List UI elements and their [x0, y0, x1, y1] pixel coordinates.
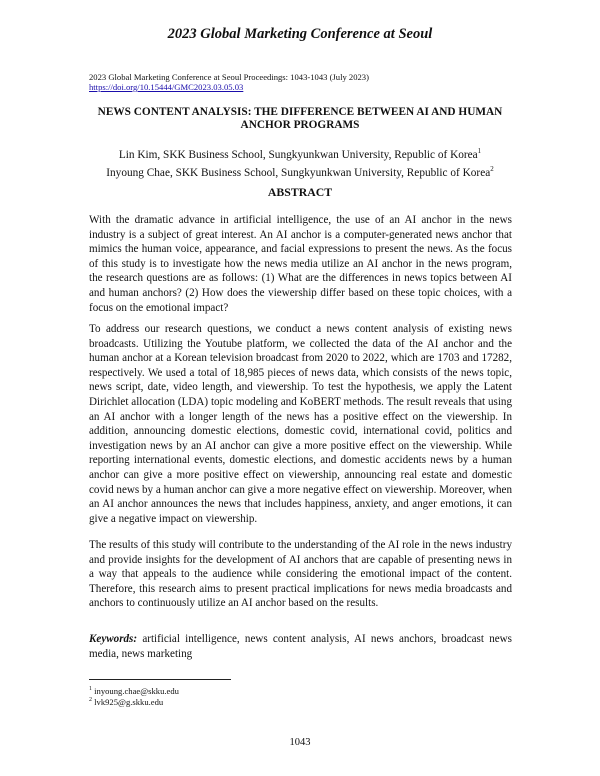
- keywords-line: [89, 632, 512, 661]
- footnote-email[interactable]: inyoung.chae@skku.edu: [94, 685, 179, 696]
- author-affiliation: Lin Kim, SKK Business School, Sungkyunkwan University, Republic of Korea: [118, 148, 478, 161]
- author-line: [60, 144, 540, 162]
- abstract-heading: ABSTRACT: [267, 185, 333, 199]
- footnote-divider: [89, 679, 231, 680]
- author-line: [60, 162, 540, 180]
- abstract-paragraph: With the dramatic advance in artificial intelligence, the use of an AI anchor in the news industry is a subject of great interest. An AI anchor is a computer-generated news anchor that mimics the human voice, appearance, and facial expressions to present the news. As the focus of this study is to investigate how the news media utilize an AI anchor in the news program, the research questions are as follows: (1) What are the differences in news topics between AI and human anchors? (2) How does the viewership differ based on these topic choices, with a focus on the emotional impact?: [89, 214, 512, 314]
- paper-title: NEWS CONTENT ANALYSIS: THE DIFFERENCE BETWEEN AI AND HUMAN ANCHOR PROGRAMS: [97, 106, 503, 131]
- author-block: [60, 144, 540, 180]
- keywords-text: artificial intelligence, news content analysis, AI news anchors, broadcast news media, news marketing: [89, 633, 512, 660]
- author-affiliation: Inyoung Chae, SKK Business School, Sungkyunkwan University, Republic of Korea: [106, 166, 491, 179]
- footnote-mark: 2: [490, 164, 494, 173]
- abstract-paragraph: The results of this study will contribute to the understanding of the AI role in the news industry and provide insights for the development of AI anchors that are capable of presenting news in a way that appeals to the audience while considering the emotional impact of the content. Therefore, this research aims to present practical implications for news media broadcasts and anchors to continuously utilize an AI anchor based on the results.: [89, 539, 512, 610]
- page-number: 1043: [289, 737, 311, 748]
- footnote: [89, 695, 163, 707]
- abstract-paragraph: To address our research questions, we conduct a news content analysis of existing news broadcasts. Utilizing the Youtube platform, we collected the data of the AI anchor and the human anchor at a Korean television broadcast from 2020 to 2022, which are 1703 and 17282, respectively. We used a total of 18,985 pieces of news data, which consists of the news topic, news script, date, video length, and viewership. To test the hypothesis, we apply the Latent Dirichlet allocation (LDA) topic modeling and KoBERT methods. The result reveals that using an AI anchor with a longer length of the news has a positive effect on the viewership. In addition, announcing domestic elections, domestic covid, international covid, politics and investigation news by an AI anchor can give a more positive effect on the viewership. While reporting international events, domestic elections, and domestic accidents news by a human anchor can give a more positive effect on viewership, announcing real estate and domestic covid news by a human anchor can give a more negative effect on viewership. Moreover, when an AI anchor announces the news that includes happiness, anxiety, and anger emotions, it can give a negative impact on viewership.: [89, 323, 512, 525]
- footnote-email[interactable]: lvk925@g.skku.edu: [94, 696, 164, 707]
- running-header: 2023 Global Marketing Conference at Seoul: [167, 26, 433, 42]
- footnote-mark: 1: [477, 147, 482, 155]
- proceedings-line: 2023 Global Marketing Conference at Seoul Proceedings: 1043-1043 (July 2023): [89, 72, 369, 82]
- footnote-mark: 1: [89, 686, 92, 692]
- footnote-mark: 2: [89, 697, 92, 703]
- keywords-label: Keywords:: [89, 633, 138, 645]
- doi-link[interactable]: https://doi.org/10.15444/GMC2023.03.05.03: [89, 82, 244, 92]
